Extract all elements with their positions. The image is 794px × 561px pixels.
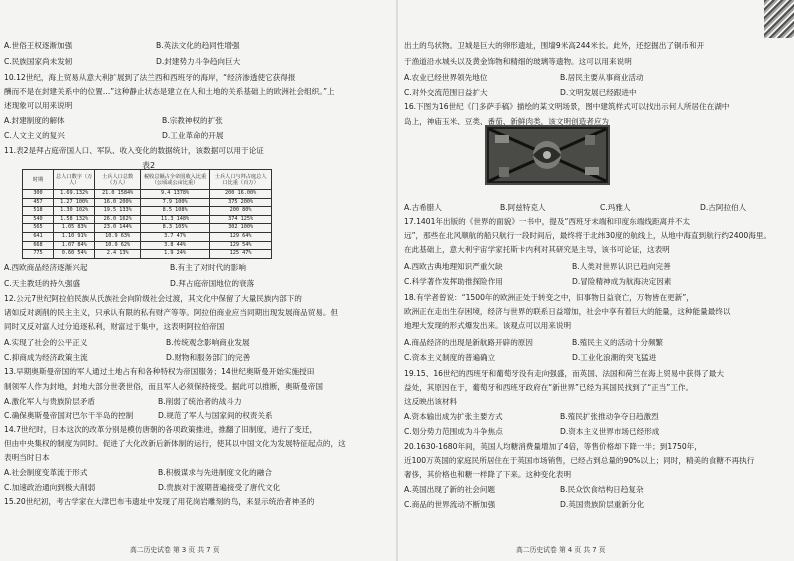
question-text-line: A.封建制度的解体 (4, 116, 65, 125)
table-cell: 374 125% (210, 215, 272, 224)
question-text-line: A.西欧商品经济逐渐兴起 (4, 263, 88, 272)
exam-page-4 (400, 0, 794, 561)
table-cell: 1.05 83% (54, 224, 95, 233)
question-text-line: C.对外交流范围日益扩大 (404, 88, 488, 97)
answer-option: D.贵族对于渡期普遍接受了唐代文化 (158, 483, 281, 492)
table-cell: 1.30 102% (54, 207, 95, 216)
question-text-line: C.科学著作发挥助推探险作用 (404, 277, 503, 286)
table-cell: 129 64% (210, 232, 272, 241)
page-footer: 高二历史试卷 第 4 页 共 7 页 (516, 546, 606, 554)
question-text-line: C.商品的世界流动不断加强 (404, 500, 496, 509)
answer-option: D.文明发展已经跟进中 (560, 88, 637, 97)
table-cell: 1.9 24% (140, 250, 209, 259)
table-cell: 1.27 100% (54, 198, 95, 207)
table-cell: 16.0 200% (95, 198, 140, 207)
question-text-line: A.激化军人与贵族阶层矛盾 (4, 397, 96, 406)
question-text-line: C.确保奥斯曼帝国对巴尔干半岛的控制 (4, 411, 134, 420)
question-text-line: C.抑商成为经济政策主流 (4, 353, 88, 362)
answer-option: D.英国贵族阶层重新分化 (560, 500, 645, 509)
table-header-cell: 士兵人口与拜占庭总人口比重（百万） (210, 170, 272, 190)
table-cell: 11.3 148% (140, 215, 209, 224)
question-text-line: 12.公元7世纪阿拉伯民族从氏族社会向阶级社会过渡，其文化中保留了大量民族内部下的 (4, 294, 302, 303)
table-cell: 7.9 100% (140, 198, 209, 207)
table-cell: 8.5 108% (140, 207, 209, 216)
table-row (23, 241, 272, 250)
question-text-line: C.天主教廷的持久强盛 (4, 279, 81, 288)
table-cell: 129 54% (210, 241, 272, 250)
question-text-line: 酬而不是在封建关系中的位置…”这种静止状态是建立在人和土地的关系基础上的欧洲社会组织。”上 (4, 87, 335, 96)
question-text-line: 于渔道沿水城头以及黄金饰物和精细的玻璃等遗物。这可以用来说明 (404, 57, 632, 66)
table-row (23, 190, 272, 199)
table-cell: 518 (23, 207, 54, 216)
table-cell: 668 (23, 241, 54, 250)
question-text-line: 制领军人作为封地，封地大部分世袭世俗，而且军人必须保持接受。据此可以推断，奥斯曼帝国 (4, 382, 323, 391)
question-text-line: 远”，那些在北风顺航的船只航行一段时间后，最终将于北纬30度的航线上，从地中海直到航行约2400海里。 (404, 231, 772, 240)
table-cell: 641 (23, 232, 54, 241)
data-table (22, 169, 272, 259)
question-text-line: 15.20世纪初，考古学家在大津巴布韦遗址中发现了用花岗岩雕刻的鸟，来显示统治者神圣的 (4, 497, 315, 506)
table-row (23, 232, 272, 241)
answer-option: B.积极谋求与先进制度文化的融合 (158, 468, 272, 477)
answer-option: D.冒险精神成为航海决定因素 (572, 277, 672, 286)
question-text-line: 11.表2是拜占庭帝国人口、军队、收入变化的数据统计，该数据可以用于论证 (4, 146, 264, 155)
question-text-line: 19.15、16世纪的西班牙和葡萄牙没有走向强盛，而英国、法国和荷兰在海上贸易中获得了最大 (404, 369, 724, 378)
answer-option: D.工业革命的开展 (162, 131, 224, 140)
answer-option: B.有主了对时代的影响 (170, 263, 246, 272)
question-text-line: 出土的鸟状物。卫城是巨大的卵形遗址，围墙9米高244米长。此外，还挖掘出了铜币和开 (404, 41, 705, 50)
question-text-line: 同时又反对富人过分追逐私利，财富过于集中，这表明阿拉伯帝国 (4, 322, 225, 331)
table-cell: 540 (23, 215, 54, 224)
table-cell: 300 (23, 190, 54, 199)
answer-option: B.殖民扩张推动争夺日趋激烈 (560, 412, 659, 421)
question-text-line: 奢侈，其价格也和糖一样降了下来。这种变化表明 (404, 470, 572, 479)
answer-option: B.民众饮食结构日趋复杂 (560, 485, 644, 494)
question-text-line: A.英国出现了新的社会问题 (404, 485, 496, 494)
question-text-line: 14.7世纪时，日本这次的改革分别是模仿唐朝的各项政策推进，推翻了旧制度，进行了变迁， (4, 425, 318, 434)
table-cell: 200 16.00% (210, 190, 272, 199)
question-text-line: 但由中央集权的制度为同时。促进了大化改新后新体制的运行，使其以中国文化为发展特征起点的，这 (4, 439, 346, 448)
table-cell: 565 (23, 224, 54, 233)
answer-option: D.封建势力斗争趋向巨大 (156, 57, 241, 66)
table-row (23, 250, 272, 259)
answer-option: B.人类对世界认识已趋向完善 (572, 262, 671, 271)
question-text-line: 诸如反对剥削的民主主义，只承认有限的私有财产等等。阿拉伯商业应当同期出现发展商品贸易。但 (4, 308, 339, 317)
table-row (23, 224, 272, 233)
table-header-cell: 时期 (23, 170, 54, 190)
table-cell: 1.07 84% (54, 241, 95, 250)
question-text-line: C.资本主义制度的普遍确立 (404, 353, 496, 362)
question-text-line: C.加速政治通向到极大削弱 (4, 483, 96, 492)
page-fold (396, 0, 398, 561)
question-text-line: 13.早期奥斯曼帝国的军人通过土地占有和各种特权为帝国服务；14世纪奥斯曼开始实施授田 (4, 367, 315, 376)
table-cell: 2.4 13% (95, 250, 140, 259)
answer-option: D.规范了军人与国家间的权责关系 (158, 411, 273, 420)
question-text-line: 岛上，神庙玉米、豆类、番茄、新鲜肉类，该文明创造者应为 (404, 117, 610, 126)
question-text-line: A.实现了社会的公平正义 (4, 338, 88, 347)
question-text-line: 18.有学者曾说：“1500年的欧洲正处于转变之中，旧事物日益衰亡，万物皆在更新”， (404, 293, 694, 302)
answer-option: B.削弱了统治者的战斗力 (158, 397, 242, 406)
table-cell: 375 200% (210, 198, 272, 207)
question-text-line: 欧洲正在走出生存困境，经济与世界的联系日益增加，社会中享有着巨大的能量，这种能量最终以 (404, 307, 731, 316)
question-text-line: 在此基础上，意大利宇宙学家托斯卡内利对其研究是主导，该书可论证，这表明 (404, 245, 670, 254)
table-header-row (23, 170, 272, 190)
table-cell: 8.3 105% (140, 224, 209, 233)
table-title: 表2 (142, 161, 156, 170)
page-footer: 高二历史试卷 第 3 页 共 7 页 (130, 546, 220, 554)
table-cell: 3.8 44% (140, 241, 209, 250)
question-text-line: 近100万英国的家庭民所居住在于英国市场销售，已经占到总量的90%以上；同时，精美的食糖不再执行 (404, 456, 755, 465)
answer-option: B.英法文化的趋同性增强 (156, 41, 240, 50)
answer-option: B.传统观念影响商业发展 (166, 338, 250, 347)
answer-option: B.殖民主义的活动十分频繁 (572, 338, 664, 347)
answer-option: B.阿兹特克人 (500, 203, 546, 212)
answer-option: D.拜占庭帝国地位的衰落 (170, 279, 255, 288)
question-text-line: 表明当时日本 (4, 453, 50, 462)
answer-option: C.玛雅人 (600, 203, 631, 212)
question-text-line: A.农业已经世界领先地位 (404, 73, 488, 82)
answer-option: D.财物和服务部门的完善 (166, 353, 251, 362)
question-text-line: A.资本输出成为扩张主要方式 (404, 412, 503, 421)
question-text-line: 10.12世纪，海上贸易从意大利扩展到了法兰西和西班牙的海岸，“经济渗透使它获得报 (4, 73, 296, 82)
table-header-cell: 税收总额占全帝国收入比重（公顷或公亩比重） (140, 170, 209, 190)
question-text-line: 16.下图为16世纪《门多萨手稿》描绘的某文明场景，图中建筑样式可以找出示何人所居住在湖中 (404, 102, 730, 111)
table-row (23, 198, 272, 207)
question-text-line: A.古希腊人 (404, 203, 442, 212)
table-cell: 200 80% (210, 207, 272, 216)
answer-option: B.居民主要从事商业活动 (560, 73, 644, 82)
table-cell: 23.0 144% (95, 224, 140, 233)
answer-option: D.古阿拉伯人 (700, 203, 747, 212)
table-cell: 10.9 63% (95, 232, 140, 241)
question-text-line: C.人文主义的复兴 (4, 131, 65, 140)
table-cell: 3.7 47% (140, 232, 209, 241)
question-text-line: A.西欧古典地理知识严重欠缺 (404, 262, 503, 271)
answer-option: D.资本主义世界市场已经形成 (560, 427, 660, 436)
table-cell: 302 100% (210, 224, 272, 233)
answer-option: B.宗教神权的扩张 (162, 116, 223, 125)
question-text-line: A.世俗王权逐渐加强 (4, 41, 73, 50)
question-text-line: A.商品经济的出现是新航路开辟的原因 (404, 338, 533, 347)
table-cell: 21.0 1584% (95, 190, 140, 199)
table-cell: 775 (23, 250, 54, 259)
question-text-line: 述现象可以用来说明 (4, 101, 73, 110)
table-row (23, 207, 272, 216)
table-cell: 1.10 91% (54, 232, 95, 241)
table-cell: 19.5 133% (95, 207, 140, 216)
exam-page-3 (0, 0, 394, 561)
table-cell: 125 47% (210, 250, 272, 259)
table-cell: 1.58 132% (54, 215, 95, 224)
question-text-line: 地理大发现的形式爆发出来。该观点可以用来说明 (404, 321, 572, 330)
table-cell: 10.9 62% (95, 241, 140, 250)
question-text-line: A.社会制度变革流于形式 (4, 468, 88, 477)
table-row (23, 215, 272, 224)
table-cell: 0.60 54% (54, 250, 95, 259)
answer-option: D.工业化浪潮的突飞猛进 (572, 353, 657, 362)
table-cell: 1.69.132% (54, 190, 95, 199)
question-text-line: 17.1401年出版的《世界的面貌》一书中，提及“西班牙末端和印度东端线距离并不太 (404, 217, 690, 226)
table-cell: 26.0 162% (95, 215, 140, 224)
table-cell: 9.4 1378% (140, 190, 209, 199)
question-text-line: C.民族国家尚未发轫 (4, 57, 73, 66)
question-text-line: C.划分势力范围成为斗争焦点 (404, 427, 503, 436)
question-text-line: 20.1630-1680年间，英国人均糖消费量增加了4倍，等售价格却下降一半；到1750年， (404, 442, 702, 451)
question-text-line: 这反映出该材料 (404, 397, 458, 406)
table-cell: 457 (23, 198, 54, 207)
codex-illustration (485, 125, 610, 185)
question-text-line: 益处，其原因在于，葡萄牙和西班牙政府在“新世界”已经为其国民找到了“正当”工作。 (404, 383, 694, 392)
table-header-cell: 士兵人口总数（万人） (95, 170, 140, 190)
table-header-cell: 总人口数字（万人） (54, 170, 95, 190)
